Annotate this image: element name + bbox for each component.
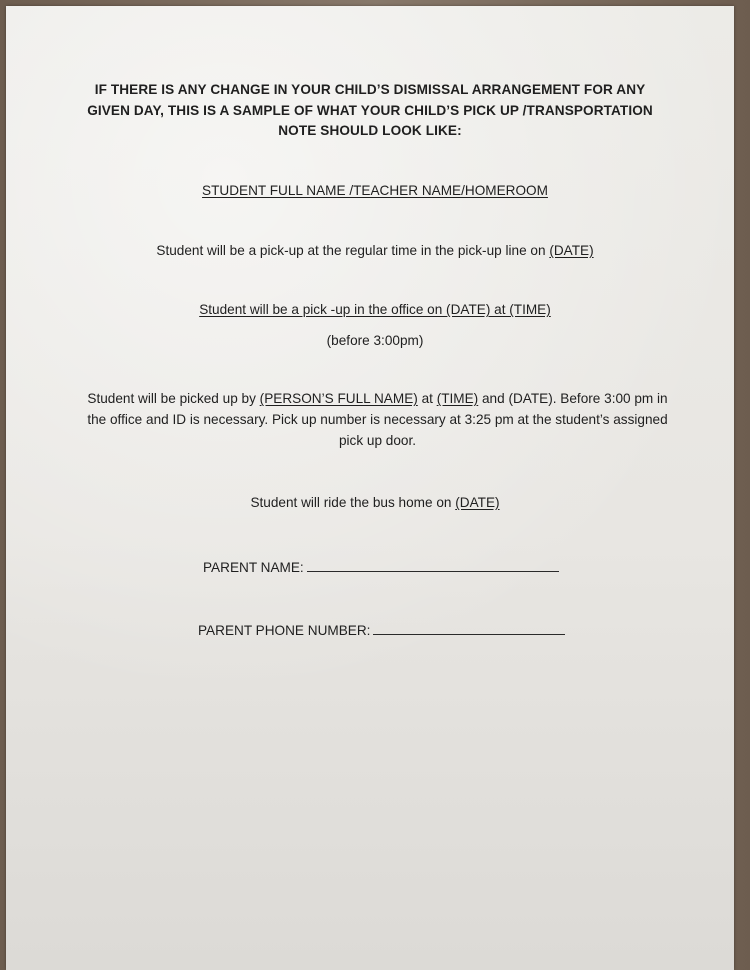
paper-sheet (6, 6, 734, 970)
option-office-note (0, 331, 750, 352)
option-person-text-2: at (417, 391, 437, 406)
student-identification-line (0, 181, 750, 202)
parent-phone-label: PARENT PHONE NUMBER: (198, 623, 371, 638)
option-regular-pickup (0, 241, 750, 262)
option-office-note-text: (before 3:00pm) (326, 333, 424, 348)
parent-phone-blank-line (373, 620, 565, 635)
notice-heading (60, 80, 680, 142)
option-office-pickup (0, 300, 750, 321)
heading-line-2: GIVEN DAY, THIS IS A SAMPLE OF WHAT YOUR CHILD’S PICK UP /TRANSPORTATION (87, 102, 653, 118)
option-person-time-placeholder: (TIME) (436, 391, 479, 406)
option-person-name-placeholder: (PERSON’S FULL NAME) (259, 391, 418, 406)
option-bus (0, 493, 750, 514)
parent-name-blank-line (307, 557, 559, 572)
option-person-text-3: and (DATE). Before 3:00 pm in the office and ID is necessary. Pick up number is necessary at 3:25 pm at the student’s assigned pick up door. (87, 391, 668, 448)
heading-line-3: NOTE SHOULD LOOK LIKE: (278, 123, 462, 138)
parent-phone-field (198, 620, 565, 640)
option-office-text: Student will be a pick -up in the office on (DATE) at (TIME) (199, 302, 551, 317)
parent-name-label: PARENT NAME: (203, 560, 304, 575)
option-person-pickup (80, 388, 675, 451)
option-bus-text: Student will ride the bus home on (250, 495, 456, 510)
option-person-text-1: Student will be picked up by (87, 391, 260, 406)
student-identification-text: STUDENT FULL NAME /TEACHER NAME/HOMEROOM (202, 183, 548, 198)
option-regular-date: (DATE) (549, 243, 594, 258)
option-regular-text: Student will be a pick-up at the regular time in the pick-up line on (156, 243, 550, 258)
heading-line-1: IF THERE IS ANY CHANGE IN YOUR CHILD’S DISMISSAL ARRANGEMENT FOR ANY (94, 82, 646, 97)
option-bus-date: (DATE) (455, 495, 500, 510)
parent-name-field (203, 557, 559, 577)
